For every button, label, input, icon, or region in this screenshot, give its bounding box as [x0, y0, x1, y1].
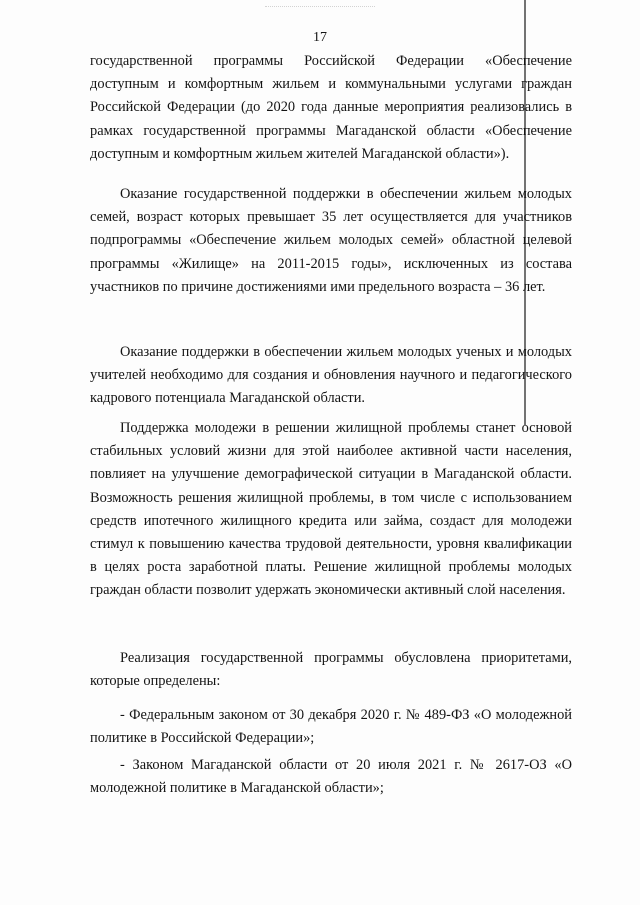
- list-item-federal-law: [90, 704, 572, 750]
- paragraph-text: Оказание государственной поддержки в обеспечении жильем молодых семей, возраст которых превышает 35 лет осуществляется для участников подпрограммы «Обеспечение жильем молодых семей» областной целевой программы «Жилище» на 2011-2015 годы», исключенных из состава участников по причине достижениями ими предельного возраста – 36 лет.: [90, 186, 572, 295]
- paragraph-3: [90, 341, 572, 411]
- paragraph-5: [90, 647, 572, 693]
- paragraph-text: - Законом Магаданской области от 20 июля 2021 г. № 2617-ОЗ «О молодежной политике в Магаданской области»;: [90, 757, 572, 797]
- paragraph-text: государственной программы Российской Федерации «Обеспечение доступным и комфортным жильем и коммунальными услугами граждан Российской Федерации (до 2020 года данные мероприятия реализовались в рамках государственной программы Магаданской области «Обеспечение доступным и комфортным жильем жителей Магаданской области»).: [90, 53, 572, 162]
- list-item-regional-law: [90, 754, 572, 800]
- paragraph-2: [90, 183, 572, 299]
- paragraph-text: Поддержка молодежи в решении жилищной проблемы станет основой стабильных условий жизни для этой наиболее активной части населения, повлияет на улучшение демографической ситуации в Магаданской области. Возможность решения жилищной проблемы, в том числе с использованием средств ипотечного жилищного кредита или займа, создаст для молодежи стимул к повышению качества трудовой деятельности, уровня квалификации в целях роста заработной платы. Решение жилищной проблемы молодых граждан области позволит удержать экономически активный слой населения.: [90, 420, 572, 599]
- page-number: 17: [313, 30, 327, 45]
- scan-artifact: [265, 6, 375, 13]
- paragraph-1: [90, 50, 572, 166]
- paragraph-text: - Федеральным законом от 30 декабря 2020 г. № 489-ФЗ «О молодежной политике в Российской Федерации»;: [90, 707, 572, 747]
- paragraph-text: Реализация государственной программы обусловлена приоритетами, которые определены:: [90, 650, 572, 690]
- paragraph-text: Оказание поддержки в обеспечении жильем молодых ученых и молодых учителей необходимо для создания и обновления научного и педагогического кадрового потенциала Магаданской области.: [90, 344, 572, 407]
- paragraph-4: [90, 417, 572, 603]
